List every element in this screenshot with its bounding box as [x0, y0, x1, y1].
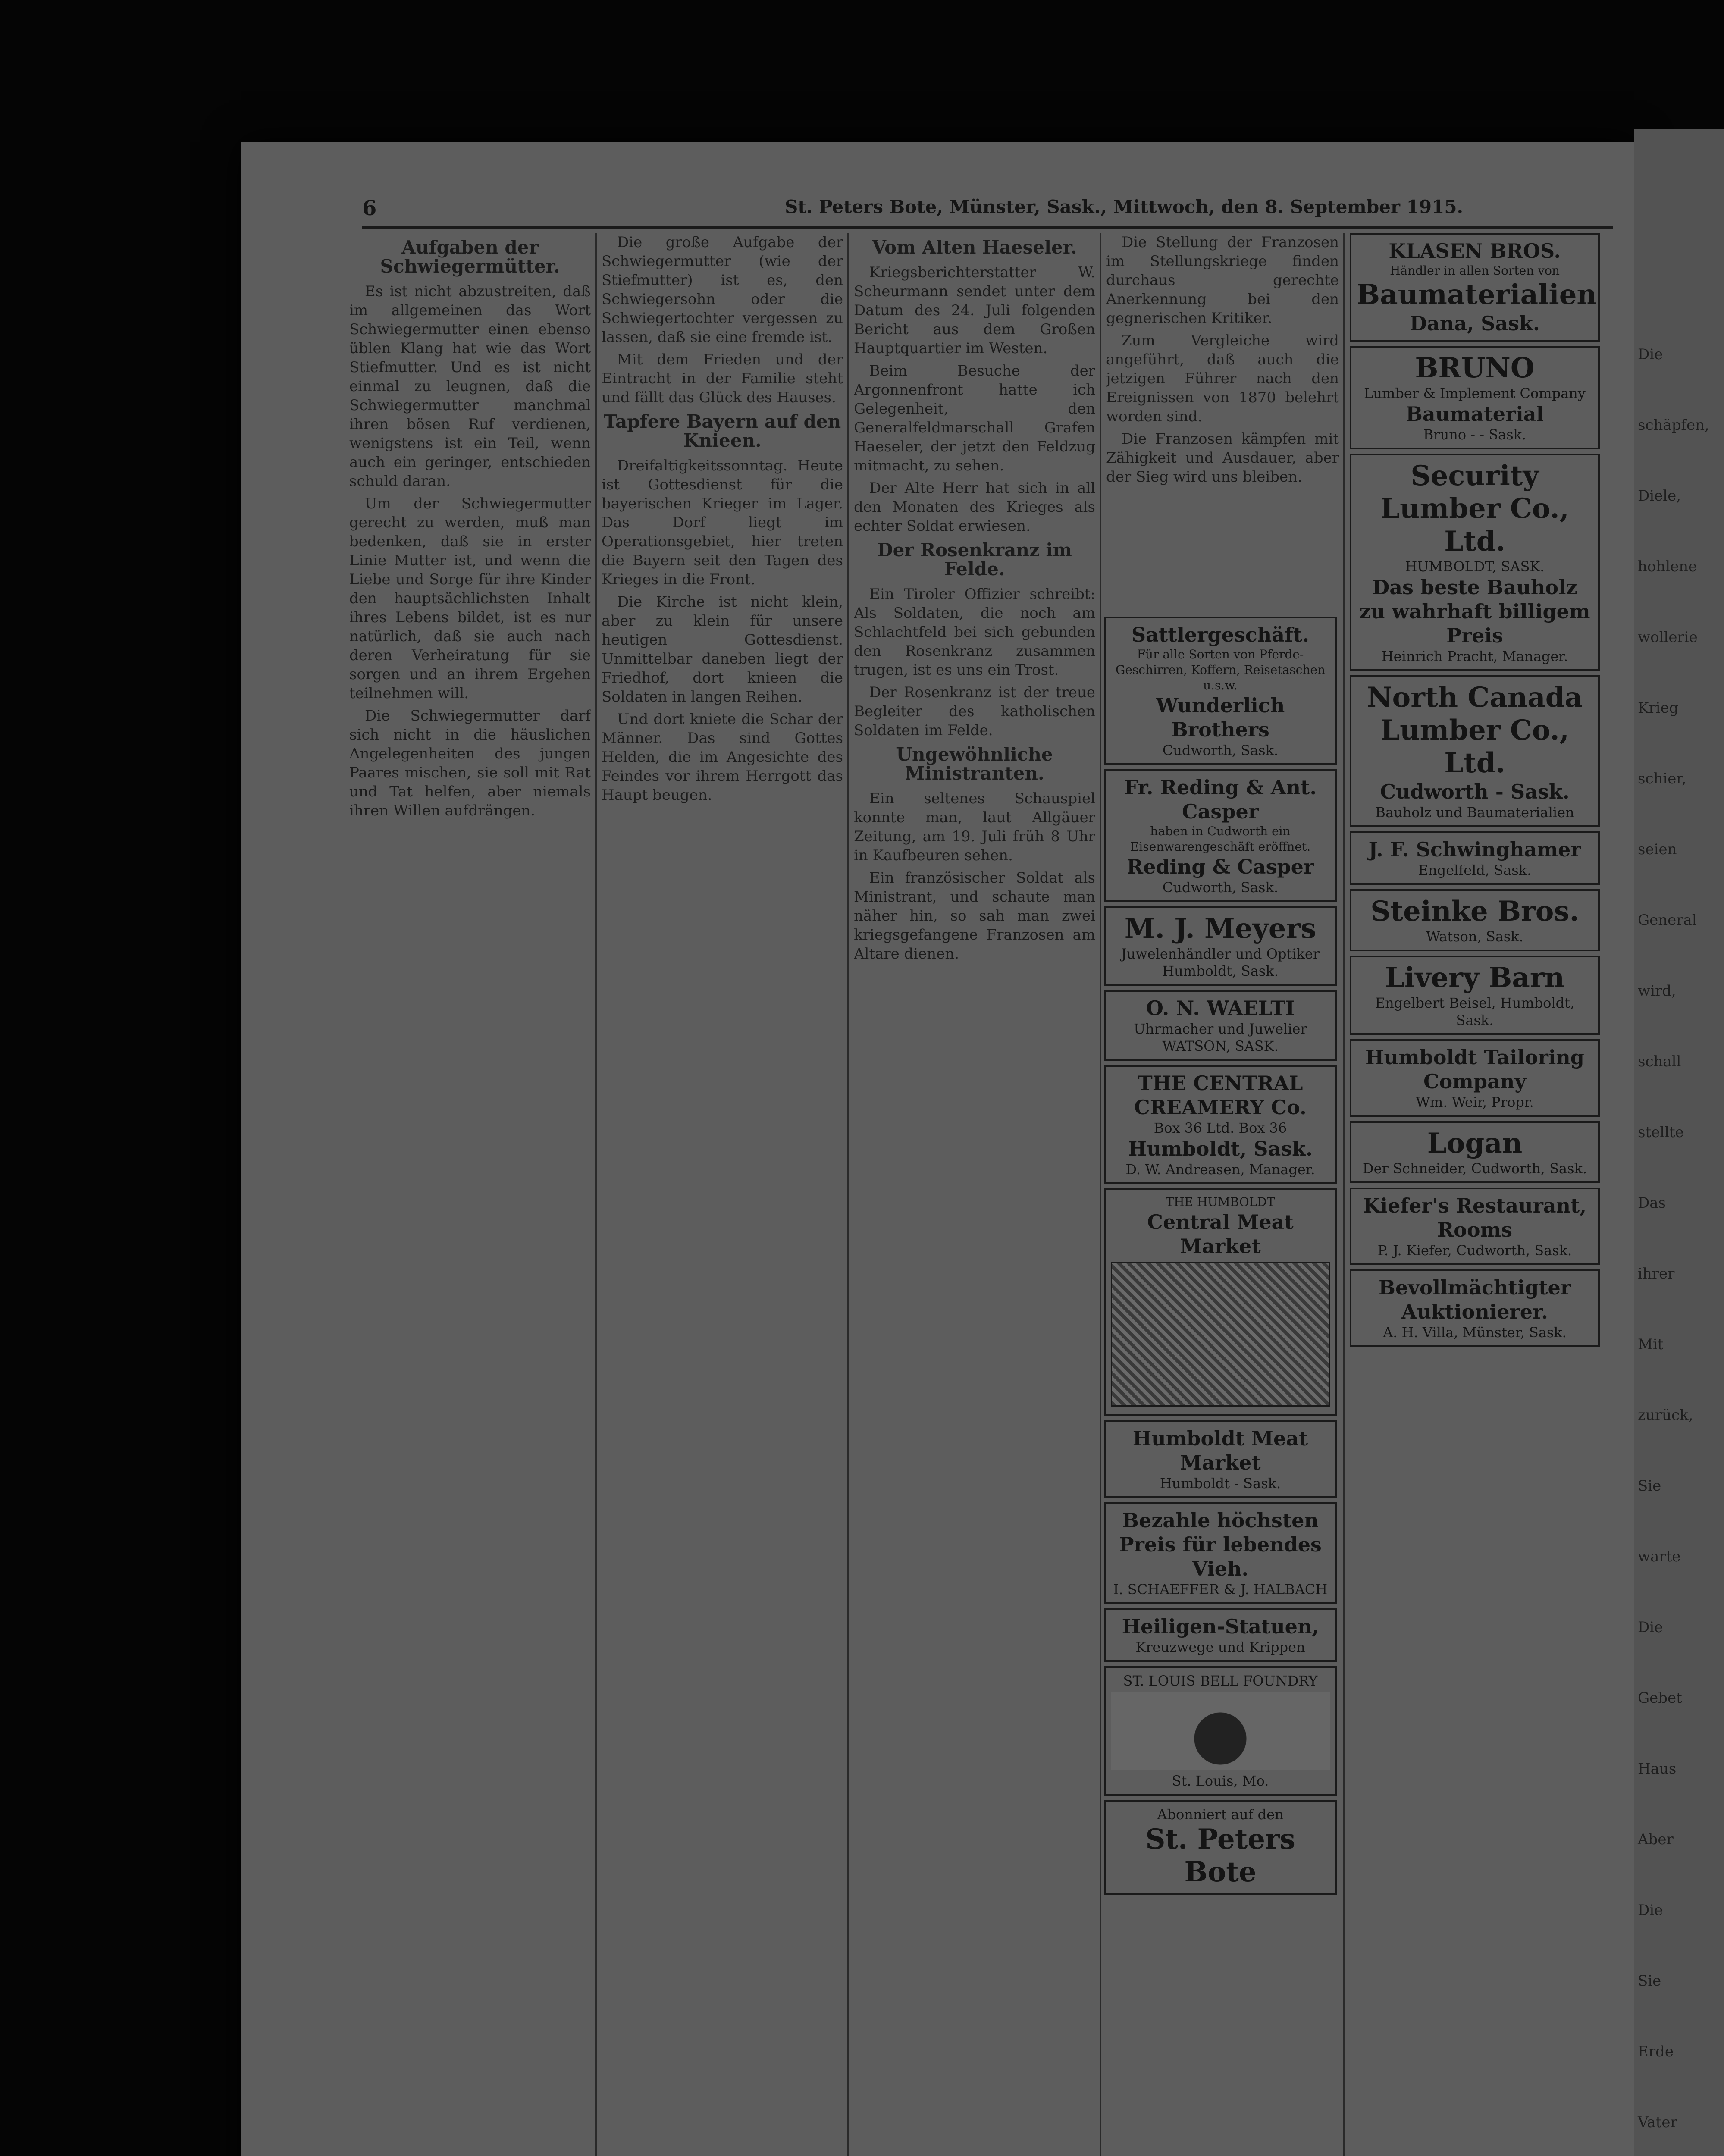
facing-page-word: wollerie: [1638, 629, 1698, 646]
facing-page-word: Krieg: [1638, 699, 1679, 717]
ad-kiefers-restaurant: [1350, 1188, 1600, 1265]
paragraph: Die große Aufgabe der Schwiegermutter (wie der Stiefmutter) ist es, den Schwiegersohn oder die Schwiegertochter vergessen zu lassen, daß sie eine fremde ist.: [602, 234, 843, 346]
ad-title: Humboldt Meat Market: [1132, 1427, 1308, 1474]
ad-line: Heinrich Pracht, Manager.: [1381, 648, 1568, 664]
ad-line: Cudworth, Sask.: [1162, 879, 1279, 896]
ad-central-creamery: [1104, 1065, 1337, 1184]
facing-page-word: schall: [1638, 1053, 1681, 1070]
facing-page-word: Vater: [1638, 2114, 1677, 2131]
facing-page-word: Die: [1638, 1902, 1663, 1919]
ad-line: Kreuzwege und Krippen: [1135, 1639, 1305, 1655]
ad-steinke-bros: [1350, 889, 1600, 951]
butcher-illustration: [1111, 1262, 1330, 1407]
ad-line: Box 36 Ltd. Box 36: [1154, 1120, 1287, 1136]
column-3: [854, 233, 1095, 2156]
facing-page-word: Diele,: [1638, 487, 1681, 505]
article-title: Ungewöhnliche Ministranten.: [896, 744, 1053, 784]
ad-title: KLASEN BROS.: [1389, 239, 1561, 263]
ads-column-left: [1104, 617, 1337, 2156]
facing-page-text: [1638, 345, 1724, 2156]
ad-title: Kiefer's Restaurant, Rooms: [1363, 1194, 1587, 1241]
ad-waelti: [1104, 990, 1337, 1061]
ad-title: Bezahle höchsten Preis für lebendes Vieh.: [1119, 1509, 1322, 1580]
ad-line: P. J. Kiefer, Cudworth, Sask.: [1377, 1242, 1572, 1259]
ad-title: Security Lumber Co., Ltd.: [1380, 460, 1569, 558]
bell-icon: [1111, 1692, 1330, 1770]
ad-humboldt-meat-market: [1104, 1420, 1337, 1498]
ad-line: Cudworth - Sask.: [1380, 780, 1570, 803]
ad-line: THE HUMBOLDT: [1166, 1195, 1275, 1209]
ad-title: ST. LOUIS BELL FOUNDRY: [1123, 1673, 1318, 1689]
ad-line: HUMBOLDT, SASK.: [1405, 558, 1545, 575]
ad-line: Engelbert Beisel, Humboldt, Sask.: [1375, 995, 1575, 1028]
paragraph: Die Franzosen kämpfen mit Zähigkeit und Ausdauer, aber der Sieg wird uns bleiben.: [1106, 430, 1339, 486]
paragraph: Der Rosenkranz ist der treue Begleiter des katholischen Soldaten im Felde.: [854, 684, 1095, 739]
paragraph: Der Alte Herr hat sich in all den Monaten des Krieges als echter Soldat erwiesen.: [854, 479, 1095, 535]
ad-title: Central Meat Market: [1147, 1210, 1294, 1258]
facing-page-word: General: [1638, 912, 1697, 929]
ad-line: A. H. Villa, Münster, Sask.: [1383, 1324, 1567, 1341]
ad-line: WATSON, SASK.: [1162, 1038, 1279, 1054]
facing-page-word: Haus: [1638, 1760, 1677, 1777]
ad-line: Baumaterial: [1405, 402, 1544, 426]
paragraph: Dreifaltigkeitssonntag. Heute ist Gottesdienst für die bayerischen Krieger im Lager. Das Dorf liegt im Operationsgebiet, hier treten die Bayern seit den Tagen des Krieges in die Front.: [602, 457, 843, 588]
ad-sattlergeschaeft: [1104, 617, 1337, 765]
facing-page-word: schäpfen,: [1638, 417, 1709, 434]
ad-title: North Canada Lumber Co., Ltd.: [1367, 681, 1583, 779]
facing-page-word: Mit: [1638, 1336, 1664, 1353]
ad-line: Abonniert auf den: [1157, 1806, 1284, 1823]
ad-st-peters-bote: [1104, 1800, 1337, 1895]
ad-line: Bruno - - Sask.: [1423, 426, 1527, 443]
ad-line: Reding & Casper: [1126, 855, 1314, 878]
page-headline: St. Peters Bote, Münster, Sask., Mittwoch, den 8. September 1915.: [785, 196, 1464, 217]
newspaper-page: [241, 142, 1634, 2156]
facing-page-word: Das: [1638, 1194, 1666, 1212]
ad-title: O. N. WAELTI: [1146, 997, 1295, 1020]
paragraph: Und dort kniete die Schar der Männer. Das sind Gottes Helden, die im Angesichte des Feindes vor ihrem Herrgott das Haupt beugen.: [602, 711, 843, 804]
ad-line: Baumaterialien: [1357, 279, 1597, 311]
ad-title: J. F. Schwinghamer: [1368, 838, 1581, 861]
ad-bruno: [1350, 346, 1600, 449]
paragraph: Um der Schwiegermutter gerecht zu werden, muß man bedenken, daß sie in erster Linie Mutter ist, und wenn die Liebe und Sorge für ihre Kinder den hauptsächlichsten Inhalt ihres Lebens bildet, ist es nur natürlich, daß sie auch nach deren Verheiratung für sie sorgen und an ihrem Ergehen teilnehmen will.: [349, 495, 591, 702]
ads-column-right: [1350, 233, 1600, 2156]
facing-page-word: seien: [1638, 841, 1677, 858]
facing-page-word: warte: [1638, 1548, 1681, 1565]
facing-page-word: Die: [1638, 346, 1663, 363]
ad-title: BRUNO: [1415, 352, 1535, 384]
paragraph: Beim Besuche der Argonnenfront hatte ich Gelegenheit, den Generalfeldmarschall Grafen Haeseler, der jetzt den Feldzug mitmacht, zu sehen.: [854, 362, 1095, 474]
ad-auktionierer: [1350, 1269, 1600, 1347]
ad-line: Wunderlich Brothers: [1156, 694, 1285, 741]
facing-page-word: Sie: [1638, 1972, 1661, 1990]
facing-page-word: zurück,: [1638, 1407, 1693, 1424]
page-header: [362, 188, 1613, 229]
ad-heiligen-statuen: [1104, 1608, 1337, 1662]
ad-title: Logan: [1427, 1127, 1523, 1159]
paragraph: Es ist nicht abzustreiten, daß im allgemeinen das Wort Schwiegermutter einen ebenso üblen Klang hat wie das Wort Stiefmutter. Und es ist nicht einmal zu leugnen, daß die Schwiegermutter manchmal ihren bösen Ruf verdienen, wenigstens ist ein Teil, wenn auch ein geringer, entschieden schuld daran.: [349, 283, 591, 490]
column-divider: [1343, 233, 1345, 2156]
ad-line: Humboldt - Sask.: [1160, 1475, 1281, 1492]
ad-line: Humboldt, Sask.: [1162, 963, 1279, 979]
ad-schwinghamer: [1350, 831, 1600, 885]
ad-title: Bevollmächtigter Auktionierer.: [1378, 1276, 1571, 1323]
ad-title: Sattlergeschäft.: [1131, 623, 1310, 646]
facing-page-word: Gebet: [1638, 1689, 1682, 1707]
facing-page-word: Die: [1638, 1619, 1663, 1636]
paragraph: Kriegsberichterstatter W. Scheurmann sendet unter dem Datum des 24. Juli folgenden Bericht aus dem Großen Hauptquartier im Westen.: [854, 264, 1095, 357]
column-divider: [1100, 233, 1101, 2156]
ad-line: Für alle Sorten von Pferde-Geschirren, Koffern, Reisetaschen u.s.w.: [1115, 647, 1326, 693]
facing-page-word: Sie: [1638, 1477, 1661, 1495]
ad-central-meat-market: [1104, 1188, 1337, 1416]
ad-meyers: [1104, 906, 1337, 986]
article-title: Aufgaben der Schwiegermütter.: [380, 237, 560, 277]
ad-livery-barn: [1350, 956, 1600, 1035]
paragraph: Die Kirche ist nicht klein, aber zu klein für unsere heutigen Gottesdienst. Unmittelbar daneben liegt der Friedhof, dort knieen die Soldaten in langen Reihen.: [602, 593, 843, 705]
ad-line: Händler in allen Sorten von: [1390, 263, 1560, 278]
ad-logan: [1350, 1121, 1600, 1183]
paragraph: Ein französischer Soldat als Ministrant, und schaute man näher hin, so sah man zwei kriegsgefangene Franzosen am Altare dienen.: [854, 869, 1095, 962]
ad-title: Heiligen-Statuen,: [1122, 1615, 1319, 1638]
ad-line: Cudworth, Sask.: [1162, 742, 1279, 758]
ad-humboldt-tailoring: [1350, 1039, 1600, 1117]
ad-reding-casper: [1104, 769, 1337, 902]
ad-title: M. J. Meyers: [1124, 912, 1317, 945]
column-divider: [847, 233, 849, 2156]
paragraph: Ein seltenes Schauspiel konnte man, laut Allgäuer Zeitung, am 19. Juli früh 8 Uhr in Kaufbeuren sehen.: [854, 790, 1095, 864]
paragraph: Zum Vergleiche wird angeführt, daß auch die jetzigen Führer nach den Ereignissen von 1870 belehrt worden sind.: [1106, 332, 1339, 425]
facing-page-word: Erde: [1638, 2043, 1674, 2060]
paragraph: Ein Tiroler Offizier schreibt: Als Soldaten, die noch am Schlachtfeld bei sich gebunden den Rosenkranz zusammen trugen, ist es uns ein Trost.: [854, 586, 1095, 679]
column-1: [349, 233, 591, 2156]
ad-line: St. Louis, Mo.: [1172, 1773, 1269, 1789]
facing-page-word: stellte: [1638, 1124, 1684, 1141]
paragraph: Mit dem Frieden und der Eintracht in der Familie steht und fällt das Glück des Hauses.: [602, 351, 843, 406]
ad-title: Fr. Reding & Ant. Casper: [1124, 776, 1317, 823]
facing-page-word: ihrer: [1638, 1265, 1675, 1282]
ad-line: D. W. Andreasen, Manager.: [1125, 1161, 1315, 1178]
paragraph: Die Schwiegermutter darf sich nicht in die häuslichen Angelegenheiten des jungen Paares mischen, sie soll mit Rat und Tat helfen, aber niemals ihren Willen aufdrängen.: [349, 707, 591, 819]
column-2: [602, 233, 843, 2156]
ad-title: Steinke Bros.: [1370, 895, 1579, 928]
ad-klasen-bros: [1350, 233, 1600, 342]
column-divider: [595, 233, 597, 2156]
ad-title: St. Peters Bote: [1145, 1823, 1295, 1888]
facing-page-word: wird,: [1638, 982, 1676, 1000]
ad-line: I. SCHAEFFER & J. HALBACH: [1113, 1581, 1328, 1598]
ad-title: THE CENTRAL CREAMERY Co.: [1134, 1072, 1307, 1119]
ad-line: haben in Cudworth ein Eisenwarengeschäft eröffnet.: [1130, 824, 1311, 854]
ad-line: Juwelenhändler und Optiker: [1121, 946, 1320, 962]
ad-line: Bauholz und Baumaterialien: [1375, 804, 1574, 821]
article-title: Der Rosenkranz im Felde.: [877, 539, 1072, 580]
ad-line: Uhrmacher und Juwelier: [1134, 1021, 1307, 1037]
ad-line: Watson, Sask.: [1426, 928, 1523, 945]
ad-title: Humboldt Tailoring Company: [1365, 1046, 1584, 1093]
ad-bell-foundry: [1104, 1666, 1337, 1796]
ad-title: Livery Barn: [1385, 962, 1565, 994]
ad-line: Dana, Sask.: [1410, 312, 1540, 335]
facing-page-edge: [1634, 129, 1724, 2156]
ad-vieh: [1104, 1502, 1337, 1604]
ad-line: Wm. Weir, Propr.: [1416, 1094, 1534, 1110]
facing-page-word: Aber: [1638, 1831, 1674, 1848]
ad-line: zu wahrhaft billigem Preis: [1359, 600, 1590, 647]
article-title: Tapfere Bayern auf den Knieen.: [603, 411, 841, 451]
page-number: 6: [362, 196, 377, 220]
ad-line: Humboldt, Sask.: [1128, 1137, 1313, 1160]
ad-line: Engelfeld, Sask.: [1418, 862, 1532, 878]
ad-security-lumber: [1350, 454, 1600, 671]
ad-north-canada-lumber: [1350, 675, 1600, 827]
ad-line: Der Schneider, Cudworth, Sask.: [1362, 1160, 1587, 1177]
facing-page-word: schier,: [1638, 770, 1686, 787]
ad-line: Das beste Bauholz: [1372, 576, 1577, 599]
article-title: Vom Alten Haeseler.: [872, 237, 1077, 258]
paragraph: Die Stellung der Franzosen im Stellungskriege finden durchaus gerechte Anerkennung bei den gegnerischen Kritiker.: [1106, 234, 1339, 327]
ad-line: Lumber & Implement Company: [1364, 385, 1586, 401]
facing-page-word: hohlene: [1638, 558, 1697, 575]
